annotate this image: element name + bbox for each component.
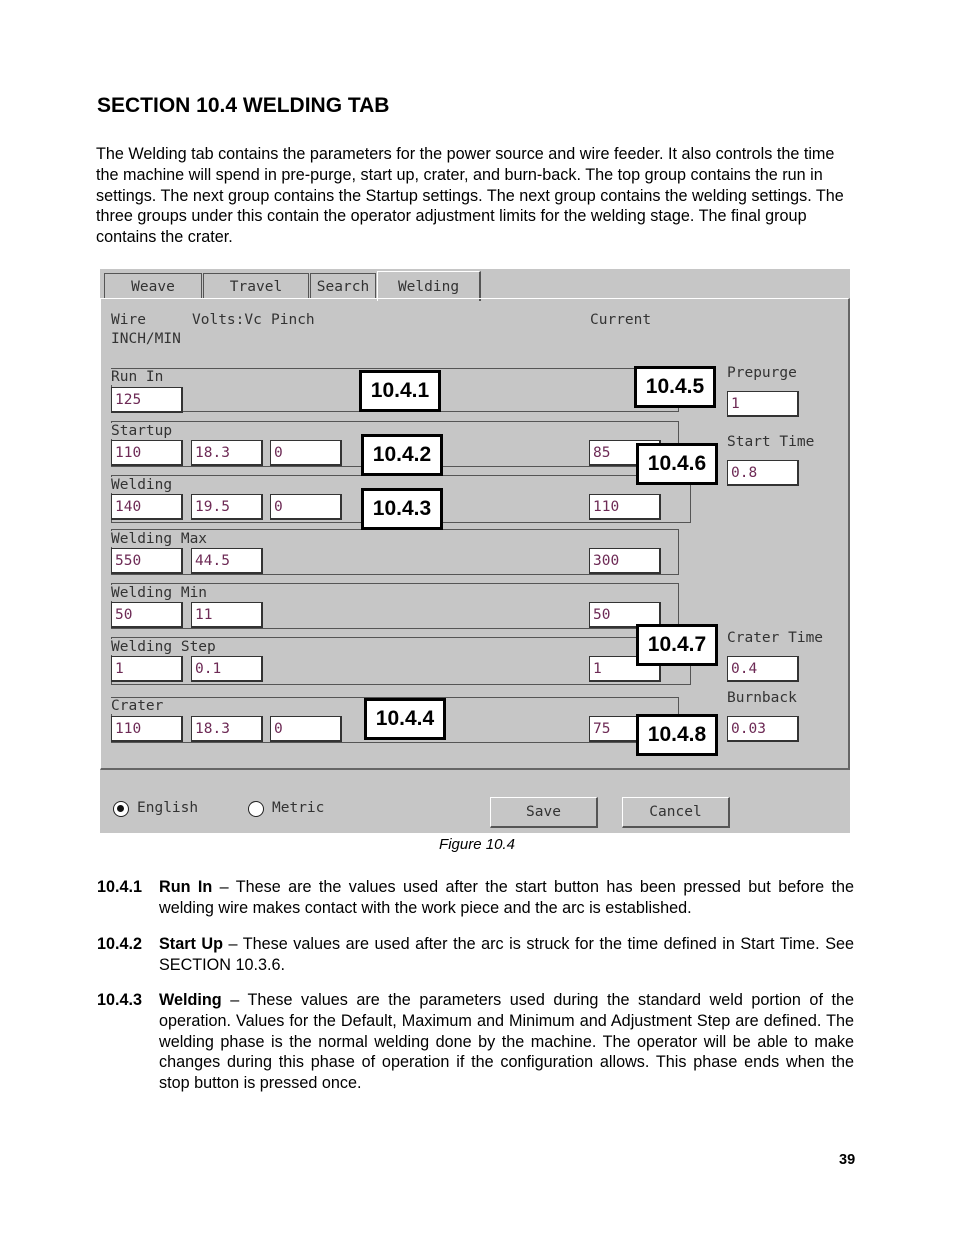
callout-10-4-7: 10.4.7	[636, 624, 718, 666]
section-number: 10.4.3	[97, 991, 143, 1009]
welding-volts-field[interactable]: 19.5	[191, 494, 263, 520]
callout-10-4-3: 10.4.3	[361, 488, 443, 530]
callout-10-4-8: 10.4.8	[636, 714, 718, 756]
wire-unit-label: INCH/MIN	[111, 331, 181, 347]
cancel-button[interactable]: Cancel	[622, 797, 730, 828]
section-title: Start Up	[159, 935, 223, 953]
welding-min-wire-field[interactable]: 50	[111, 602, 183, 628]
section-body	[159, 990, 854, 1094]
crater-volts-field[interactable]: 18.3	[191, 716, 263, 742]
welding-tab-screenshot	[100, 269, 850, 833]
crater-pinch-field[interactable]: 0	[270, 716, 342, 742]
welding-label: Welding	[111, 477, 173, 493]
section-body	[159, 877, 854, 919]
welding-max-volts-field[interactable]: 44.5	[191, 548, 263, 574]
prepurge-label: Prepurge	[727, 365, 797, 381]
section-text: – These are the values used after the start button has been pressed but before the welding wire makes contact with the work piece and the arc is established.	[159, 878, 854, 917]
crater-label: Crater	[111, 698, 164, 714]
callout-10-4-1: 10.4.1	[359, 370, 441, 412]
page-number: 39	[839, 1152, 856, 1168]
run-in-label: Run In	[111, 369, 164, 385]
callout-10-4-4: 10.4.4	[364, 698, 446, 740]
welding-wire-field[interactable]: 140	[111, 494, 183, 520]
welding-max-current-field[interactable]: 300	[589, 548, 661, 574]
welding-min-label: Welding Min	[111, 585, 208, 601]
figure-caption: Figure 10.4	[439, 836, 515, 853]
welding-step-wire-field[interactable]: 1	[111, 656, 183, 682]
welding-min-current-field[interactable]: 50	[589, 602, 661, 628]
wire-column-label: Wire	[111, 312, 146, 328]
start-time-field[interactable]: 0.8	[727, 460, 799, 486]
section-heading: SECTION 10.4 WELDING TAB	[97, 94, 390, 117]
startup-current-field[interactable]: 85	[589, 440, 661, 466]
burnback-label: Burnback	[727, 690, 797, 706]
welding-step-volts-field[interactable]: 0.1	[191, 656, 263, 682]
radio-selected-dot	[117, 805, 124, 812]
english-radio-label: English	[137, 800, 199, 816]
intro-paragraph: The Welding tab contains the parameters for the power source and wire feeder. It also controls the time the machine will spend in pre-purge, start up, crater, and burn-back. The top group contains the run in settings. The next group contains the Startup settings. The next group contains the welding settings. The three groups under this contain the operator adjustment limits for the welding stage. The final group contains the crater.	[96, 145, 844, 247]
callout-10-4-2: 10.4.2	[361, 434, 443, 476]
section-text: – These values are used after the arc is struck for the time defined in Start Time. See SECTION 10.3.6.	[159, 935, 854, 974]
startup-label: Startup	[111, 423, 173, 439]
section-number: 10.4.2	[97, 935, 143, 953]
crater-time-label: Crater Time	[727, 630, 824, 646]
startup-pinch-field[interactable]: 0	[270, 440, 342, 466]
prepurge-field[interactable]: 1	[727, 391, 799, 417]
startup-wire-field[interactable]: 110	[111, 440, 183, 466]
section-number: 10.4.1	[97, 878, 143, 896]
welding-max-wire-field[interactable]: 550	[111, 548, 183, 574]
run-in-wire-field[interactable]: 125	[111, 387, 183, 413]
callout-10-4-6: 10.4.6	[636, 443, 718, 485]
welding-pinch-field[interactable]: 0	[270, 494, 342, 520]
metric-radio[interactable]	[248, 801, 264, 817]
crater-wire-field[interactable]: 110	[111, 716, 183, 742]
metric-radio-label: Metric	[272, 800, 325, 816]
welding-current-field[interactable]: 110	[589, 494, 661, 520]
section-text: – These values are the parameters used during the standard weld portion of the operation. Values for the Default, Maximum and Minimum and Adjustment Step are defined. The welding phase is the normal welding done by the machine. The operator will be able to make changes during this phase of operation if the configuration allows. This phase ends when the stop button is pressed once.	[159, 991, 854, 1093]
section-title: Welding	[159, 991, 222, 1009]
tab-search[interactable]: Search	[310, 273, 376, 299]
burnback-field[interactable]: 0.03	[727, 716, 799, 742]
welding-max-label: Welding Max	[111, 531, 208, 547]
welding-step-current-field[interactable]: 1	[589, 656, 661, 682]
callout-10-4-5: 10.4.5	[634, 366, 716, 408]
welding-min-volts-field[interactable]: 11	[191, 602, 263, 628]
tab-travel[interactable]: Travel	[203, 273, 309, 299]
tab-welding[interactable]: Welding	[377, 271, 481, 301]
save-button[interactable]: Save	[490, 797, 598, 828]
english-radio[interactable]	[113, 801, 129, 817]
startup-volts-field[interactable]: 18.3	[191, 440, 263, 466]
current-column-label: Current	[590, 312, 652, 328]
start-time-label: Start Time	[727, 434, 815, 450]
volts-column-label: Volts:Vc	[192, 312, 262, 328]
crater-time-field[interactable]: 0.4	[727, 656, 799, 682]
section-body	[159, 934, 854, 976]
welding-step-label: Welding Step	[111, 639, 216, 655]
pinch-column-label: Pinch	[271, 312, 315, 328]
section-title: Run In	[159, 878, 213, 896]
crater-current-field[interactable]: 75	[589, 716, 661, 742]
tab-weave[interactable]: Weave	[104, 273, 202, 299]
